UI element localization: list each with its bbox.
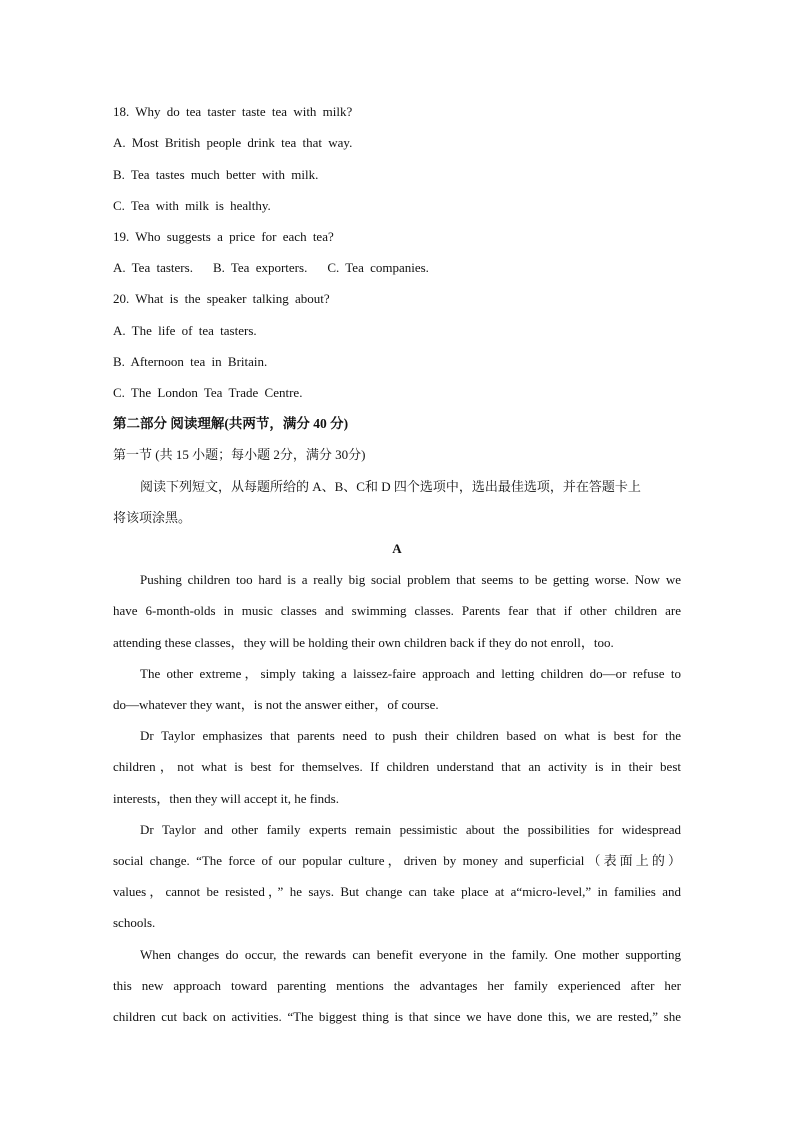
passage-line: schools. (113, 915, 156, 930)
passage-line: attending these classes，they will be holding their own children back if they do not enroll，too. (113, 635, 614, 650)
passage-line: social change. “The force of our popular culture，driven by money and superficial（表面上的） (113, 853, 681, 868)
passage-line: children cut back on activities. “The biggest thing is that since we have done this, we are rested,” she (113, 1009, 681, 1024)
section-title: 第一节 (共 15 小题；每小题 2分，满分 30分) (113, 447, 366, 462)
passage-line: this new approach toward parenting mentions the advantages her family experienced after her (113, 978, 681, 993)
option-18-b: B. Tea tastes much better with milk. (113, 167, 319, 182)
passage-line: The other extreme，simply taking a laissez-faire approach and letting children do—or refuse to (140, 666, 681, 681)
passage-line: interests，then they will accept it, he finds. (113, 791, 339, 806)
option-19-c: C. Tea companies. (327, 260, 429, 275)
option-20-b: B. Afternoon tea in Britain. (113, 354, 268, 369)
option-19-b: B. Tea exporters. (212, 260, 308, 275)
option-19-a: A. Tea tasters. (113, 260, 193, 275)
option-18-a: A. Most British people drink tea that way. (113, 135, 353, 150)
passage-line: When changes do occur, the rewards can benefit everyone in the family. One mother supporting (140, 947, 681, 962)
instruction-line-2: 将该项涂黑。 (113, 510, 192, 525)
passage-line: Pushing children too hard is a really big social problem that seems to be getting worse. Now we (140, 572, 681, 587)
passage-line: Dr Taylor emphasizes that parents need to push their children based on what is best for the (140, 728, 681, 743)
passage-label: A (392, 541, 402, 556)
question-19: 19. Who suggests a price for each tea? (113, 229, 334, 244)
passage-line: have 6-month-olds in music classes and swimming classes. Parents fear that if other children are (113, 603, 681, 618)
option-20-a: A. The life of tea tasters. (113, 323, 257, 338)
option-18-c: C. Tea with milk is healthy. (113, 198, 271, 213)
instruction-line-1: 阅读下列短文，从每题所给的 A、B、C和 D 四个选项中，选出最佳选项，并在答题卡上 (140, 479, 641, 494)
passage-line: values，cannot be resisted，” he says. But change can take place at a“micro-level,” in families and (113, 884, 681, 899)
options-19 (113, 259, 429, 277)
part-title: 第二部分 阅读理解(共两节，满分 40 分) (113, 416, 349, 431)
question-18: 18. Why do tea taster taste tea with milk? (113, 104, 353, 119)
passage-line: children，not what is best for themselves. If children understand that an activity is in their best (113, 759, 681, 774)
question-20: 20. What is the speaker talking about? (113, 291, 330, 306)
option-20-c: C. The London Tea Trade Centre. (113, 385, 303, 400)
passage-line: do—whatever they want，is not the answer either，of course. (113, 697, 439, 712)
passage-line: Dr Taylor and other family experts remain pessimistic about the possibilities for widespread (140, 822, 681, 837)
